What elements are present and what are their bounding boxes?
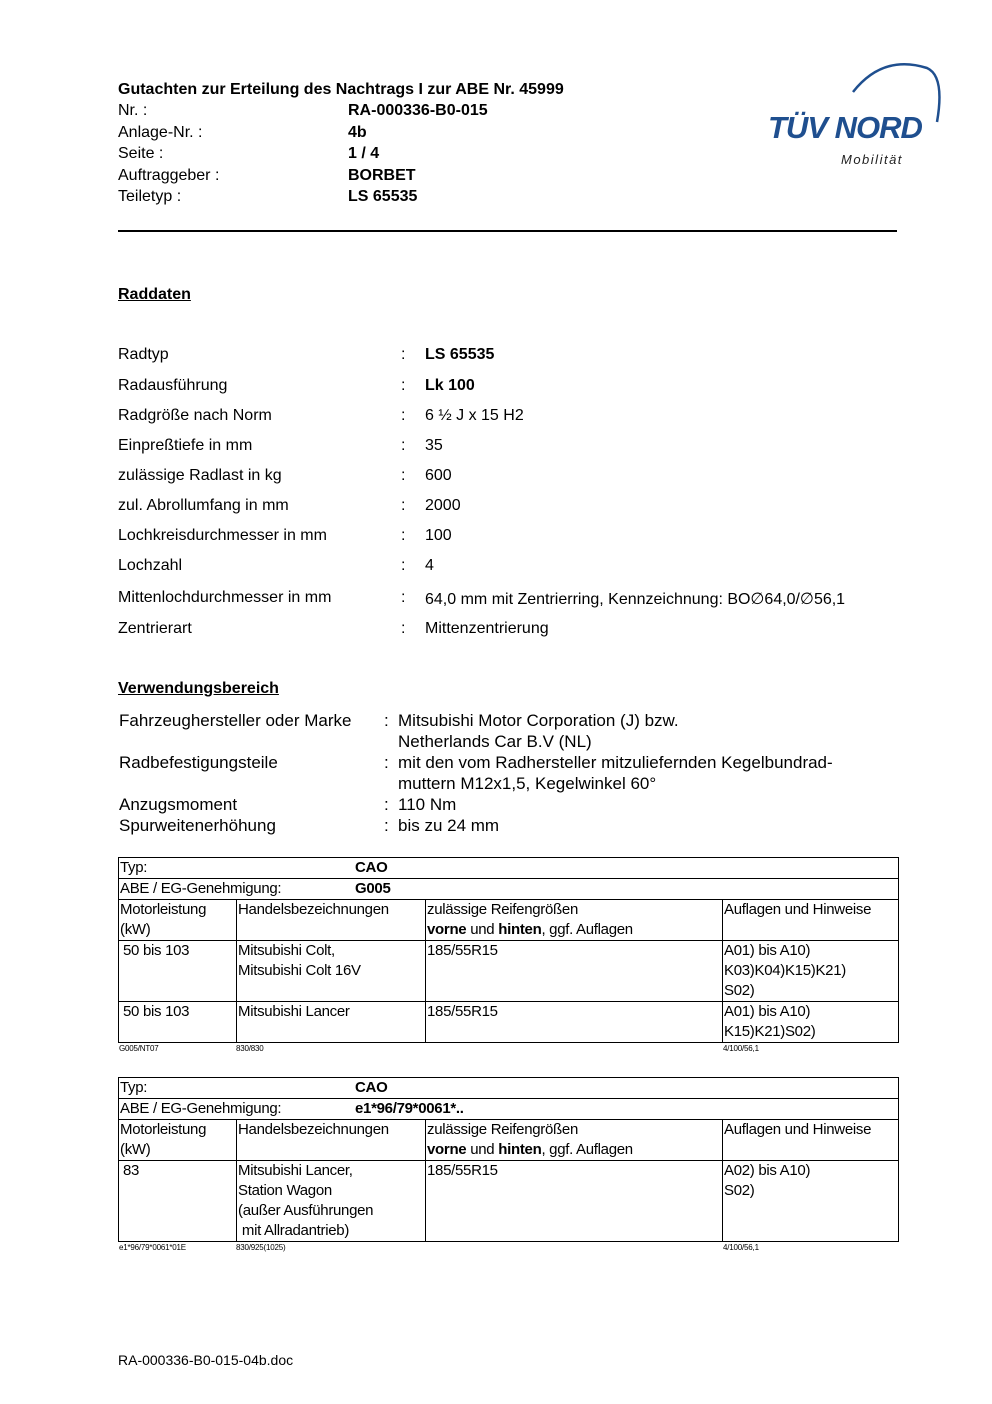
verwendung-value-line: muttern M12x1,5, Kegelwinkel 60° (398, 774, 657, 793)
cell-reifen: 185/55R15 (426, 1002, 723, 1043)
header-row-auftraggeber (118, 167, 416, 185)
table-header-row (119, 900, 899, 941)
header-reifen: zulässige Reifengrößen vorne und hinten, ggf. Auflagen (426, 900, 723, 941)
typ-cell (119, 1078, 899, 1099)
header-handel: Handelsbezeichnungen (237, 1120, 426, 1161)
raddaten-label: Lochkreisdurchmesser in mm (118, 527, 327, 544)
cell-handel: Mitsubishi Colt, Mitsubishi Colt 16V (237, 941, 426, 1002)
logo-brand: TÜV NORD (768, 110, 922, 145)
abe-value: G005 (355, 880, 391, 897)
header-row-teiletyp (118, 188, 417, 206)
raddaten-label: zul. Abrollumfang in mm (118, 497, 289, 514)
table-footnote: 4/100/56,1 (723, 1243, 759, 1252)
raddaten-value: 35 (425, 437, 443, 454)
table-row (119, 1002, 899, 1043)
table-header-row (119, 1120, 899, 1161)
verwendung-row: Spurweitenerhöhung : bis zu 24 mm (119, 815, 899, 836)
table-abe-row (119, 879, 899, 900)
cell-handel: Mitsubishi Lancer (237, 1002, 426, 1043)
header-motor: Motorleistung (kW) (119, 900, 237, 941)
raddaten-value: Mittenzentrierung (425, 620, 549, 637)
vehicle-table-2 (118, 1077, 899, 1242)
cell-motor: 50 bis 103 (119, 1002, 237, 1043)
raddaten-value: 600 (425, 467, 452, 484)
verwendung-row: Anzugsmoment : 110 Nm (119, 794, 899, 815)
typ-cell (119, 858, 899, 879)
verwendung-label: Anzugsmoment (119, 795, 238, 814)
raddaten-label: Einpreßtiefe in mm (118, 437, 253, 454)
header-value: 4b (348, 124, 367, 141)
verwendung-label: Radbefestigungsteile (119, 753, 278, 772)
section-title-verwendungsbereich: Verwendungsbereich (118, 680, 279, 697)
header-auflagen: Auflagen und Hinweise (723, 900, 899, 941)
verwendung-value: bis zu 24 mm (398, 816, 500, 835)
typ-value: CAO (355, 859, 388, 876)
section-title-raddaten: Raddaten (118, 286, 191, 303)
table-typ-row (119, 858, 899, 879)
abe-value: e1*96/79*0061*.. (355, 1100, 464, 1117)
abe-label: ABE / EG-Genehmigung: (120, 1100, 282, 1117)
table-footnote: G005/NT07 (119, 1044, 159, 1053)
raddaten-value: Lk 100 (425, 377, 475, 394)
raddaten-value: 4 (425, 557, 434, 574)
cell-motor: 50 bis 103 (119, 941, 237, 1002)
verwendung-value-line: Netherlands Car B.V (NL) (398, 732, 592, 751)
table-footnote: 4/100/56,1 (723, 1044, 759, 1053)
raddaten-label: Mittenlochdurchmesser in mm (118, 589, 332, 606)
raddaten-label: zulässige Radlast in kg (118, 467, 282, 484)
document-filename: RA-000336-B0-015-04b.doc (118, 1352, 294, 1368)
table-row (119, 1161, 899, 1242)
cell-auflagen: A01) bis A10) K03)K04)K15)K21) S02) (723, 941, 899, 1002)
verwendung-block (119, 710, 899, 836)
raddaten-label: Radtyp (118, 346, 169, 363)
raddaten-label: Lochzahl (118, 557, 183, 574)
logo-subtitle: Mobilität (841, 152, 903, 167)
cell-auflagen: A01) bis A10) K15)K21)S02) (723, 1002, 899, 1043)
header-row-nr (118, 102, 488, 120)
table-footnote: e1*96/79*0061*01E (119, 1243, 186, 1252)
table-footnote: 830/830 (236, 1044, 264, 1053)
raddaten-label: Zentrierart (118, 620, 192, 637)
header-reifen: zulässige Reifengrößen vorne und hinten, ggf. Auflagen (426, 1120, 723, 1161)
header-label: Auftraggeber : (118, 167, 220, 184)
table-row (119, 941, 899, 1002)
header-value: LS 65535 (348, 188, 418, 205)
raddaten-label: Radgröße nach Norm (118, 407, 272, 424)
typ-value: CAO (355, 1079, 388, 1096)
vehicle-table-1 (118, 857, 899, 1043)
abe-cell (119, 1099, 899, 1120)
table-footnote: 830/925(1025) (236, 1243, 286, 1252)
table-abe-row (119, 1099, 899, 1120)
verwendung-label: Spurweitenerhöhung (119, 816, 276, 835)
table-typ-row (119, 1078, 899, 1099)
verwendung-value (398, 710, 898, 752)
header-auflagen: Auflagen und Hinweise (723, 1120, 899, 1161)
raddaten-value: 100 (425, 527, 452, 544)
verwendung-label: Fahrzeughersteller oder Marke (119, 711, 352, 730)
header-label: Teiletyp : (118, 188, 182, 205)
abe-label: ABE / EG-Genehmigung: (120, 880, 282, 897)
header-label: Seite : (118, 145, 164, 162)
document-title: Gutachten zur Erteilung des Nachtrags I zur ABE Nr. 45999 (118, 81, 564, 98)
header-handel: Handelsbezeichnungen (237, 900, 426, 941)
header-value: RA-000336-B0-015 (348, 102, 488, 119)
header-motor: Motorleistung (kW) (119, 1120, 237, 1161)
verwendung-value (398, 752, 898, 794)
header-divider (118, 230, 897, 232)
cell-handel: Mitsubishi Lancer, Station Wagon (außer Ausführungen mit Allradantrieb) (237, 1161, 426, 1242)
header-value: 1 / 4 (348, 145, 380, 162)
cell-reifen: 185/55R15 (426, 941, 723, 1002)
raddaten-value: 2000 (425, 497, 461, 514)
header-label: Anlage-Nr. : (118, 124, 203, 141)
header-label: Nr. : (118, 102, 148, 119)
cell-motor: 83 (119, 1161, 237, 1242)
raddaten-value: LS 65535 (425, 346, 495, 363)
header-row-anlage (118, 124, 367, 142)
abe-cell (119, 879, 899, 900)
verwendung-value-line: Mitsubishi Motor Corporation (J) bzw. (398, 711, 679, 730)
cell-reifen: 185/55R15 (426, 1161, 723, 1242)
raddaten-value: 6 ½ J x 15 H2 (425, 407, 524, 424)
header-row-seite (118, 145, 379, 163)
typ-label: Typ: (120, 1079, 148, 1096)
verwendung-value: 110 Nm (398, 795, 457, 814)
verwendung-row: Fahrzeughersteller oder Marke : Mitsubishi Motor Corporation (J) bzw. Netherlands Car B.V (NL) (119, 710, 899, 752)
verwendung-value-line: mit den vom Radhersteller mitzuliefernden Kegelbundrad- (398, 753, 833, 772)
cell-auflagen: A02) bis A10) S02) (723, 1161, 899, 1242)
tuev-nord-logo (765, 60, 945, 170)
raddaten-value: 64,0 mm mit Zentrierring, Kennzeichnung: BO∅64,0/∅56,1 (425, 591, 846, 608)
header-value: BORBET (348, 167, 416, 184)
raddaten-label: Radausführung (118, 377, 228, 394)
typ-label: Typ: (120, 859, 148, 876)
verwendung-row: Radbefestigungsteile : mit den vom Radhersteller mitzuliefernden Kegelbundrad- muttern M12x1,5, Kegelwinkel 60° (119, 752, 899, 794)
